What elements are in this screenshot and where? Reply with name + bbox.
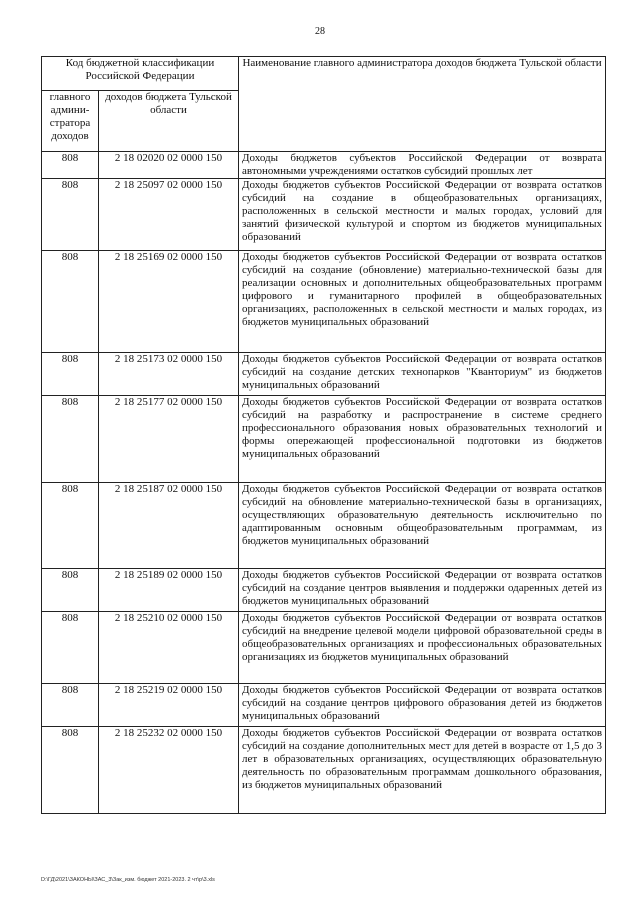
revenue-code-cell: 2 18 25169 02 0000 150 [99, 251, 239, 353]
table-row [42, 179, 606, 251]
table-row [42, 684, 606, 727]
budget-classification-table [41, 56, 606, 814]
admin-code-cell: 808 [42, 483, 99, 569]
revenue-code-cell: 2 18 25219 02 0000 150 [99, 684, 239, 727]
revenue-code-cell: 2 18 25189 02 0000 150 [99, 569, 239, 612]
table-row [42, 152, 606, 179]
table-row [42, 483, 606, 569]
header-code-group: Код бюджетной классификации Российской Федерации [42, 57, 239, 91]
admin-code-cell: 808 [42, 684, 99, 727]
description-cell: Доходы бюджетов субъектов Российской Федерации от возврата остатков субсидий на создание дополнительных мест для детей в возрасте от 1,5 до 3 лет в образовательных организациях, осуществляющих образовательную деятельность по образовательным программам дошкольного образования, из бюджетов муниципальных образований [239, 727, 606, 814]
file-path-footer: D:\ГД\2021\ЗАКОНЫ\ЗАС_3\Зак_изм. бюджет 2021-2023. 2 чт\р\3.xls [41, 877, 215, 883]
table-row [42, 727, 606, 814]
header-name-column: Наименование главного администратора доходов бюджета Тульской области [239, 57, 606, 152]
admin-code-cell: 808 [42, 251, 99, 353]
table-row [42, 251, 606, 353]
admin-code-cell: 808 [42, 353, 99, 396]
admin-code-cell: 808 [42, 569, 99, 612]
table-row [42, 396, 606, 483]
revenue-code-cell: 2 18 25210 02 0000 150 [99, 612, 239, 684]
admin-code-cell: 808 [42, 727, 99, 814]
description-cell: Доходы бюджетов субъектов Российской Федерации от возврата остатков субсидий на создание детских технопарков "Кванториум" из бюджетов муниципальных образований [239, 353, 606, 396]
admin-code-cell: 808 [42, 612, 99, 684]
description-cell: Доходы бюджетов субъектов Российской Федерации от возврата остатков субсидий на разработку и распространение в системе среднего профессионального образования новых образовательных технологий и формы опережающей профессиональной подготовки из бюджетов муниципальных образований [239, 396, 606, 483]
header-revenue-column: доходов бюджета Тульской области [99, 91, 239, 152]
table-row [42, 612, 606, 684]
description-cell: Доходы бюджетов субъектов Российской Федерации от возврата остатков субсидий на создание в общеобразовательных организациях, расположенных в сельской местности и малых городах, условий для занятий физической культурой и спортом из бюджетов муниципальных образований [239, 179, 606, 251]
page-number: 28 [315, 26, 325, 37]
admin-code-cell: 808 [42, 396, 99, 483]
description-cell: Доходы бюджетов субъектов Российской Федерации от возврата остатков субсидий на создание центров цифрового образования детей из бюджетов муниципальных образований [239, 684, 606, 727]
admin-code-cell: 808 [42, 152, 99, 179]
revenue-code-cell: 2 18 25187 02 0000 150 [99, 483, 239, 569]
revenue-code-cell: 2 18 25097 02 0000 150 [99, 179, 239, 251]
revenue-code-cell: 2 18 25232 02 0000 150 [99, 727, 239, 814]
description-cell: Доходы бюджетов субъектов Российской Федерации от возврата остатков субсидий на обновление материально-технической базы в организациях, осуществляющих образовательную деятельность исключительно по адаптированным основным общеобразовательным программам, из бюджетов муниципальных образований [239, 483, 606, 569]
header-admin-column: главного админи-стратора доходов [42, 91, 99, 152]
description-cell: Доходы бюджетов субъектов Российской Федерации от возврата автономными учреждениями остатков субсидий прошлых лет [239, 152, 606, 179]
revenue-code-cell: 2 18 25177 02 0000 150 [99, 396, 239, 483]
revenue-code-cell: 2 18 25173 02 0000 150 [99, 353, 239, 396]
description-cell: Доходы бюджетов субъектов Российской Федерации от возврата остатков субсидий на создание (обновление) материально-технической базы для реализации основных и дополнительных общеобразовательных программ цифрового и гуманитарного профилей в общеобразовательных организациях, расположенных в сельской местности и малых городах, из бюджетов муниципальных образований [239, 251, 606, 353]
description-cell: Доходы бюджетов субъектов Российской Федерации от возврата остатков субсидий на создание центров выявления и поддержки одаренных детей из бюджетов муниципальных образований [239, 569, 606, 612]
table-row [42, 569, 606, 612]
description-cell: Доходы бюджетов субъектов Российской Федерации от возврата остатков субсидий на внедрение целевой модели цифровой образовательной среды в общеобразовательных организациях и профессиональных образовательных организациях из бюджетов муниципальных образований [239, 612, 606, 684]
admin-code-cell: 808 [42, 179, 99, 251]
revenue-code-cell: 2 18 02020 02 0000 150 [99, 152, 239, 179]
table-row [42, 353, 606, 396]
